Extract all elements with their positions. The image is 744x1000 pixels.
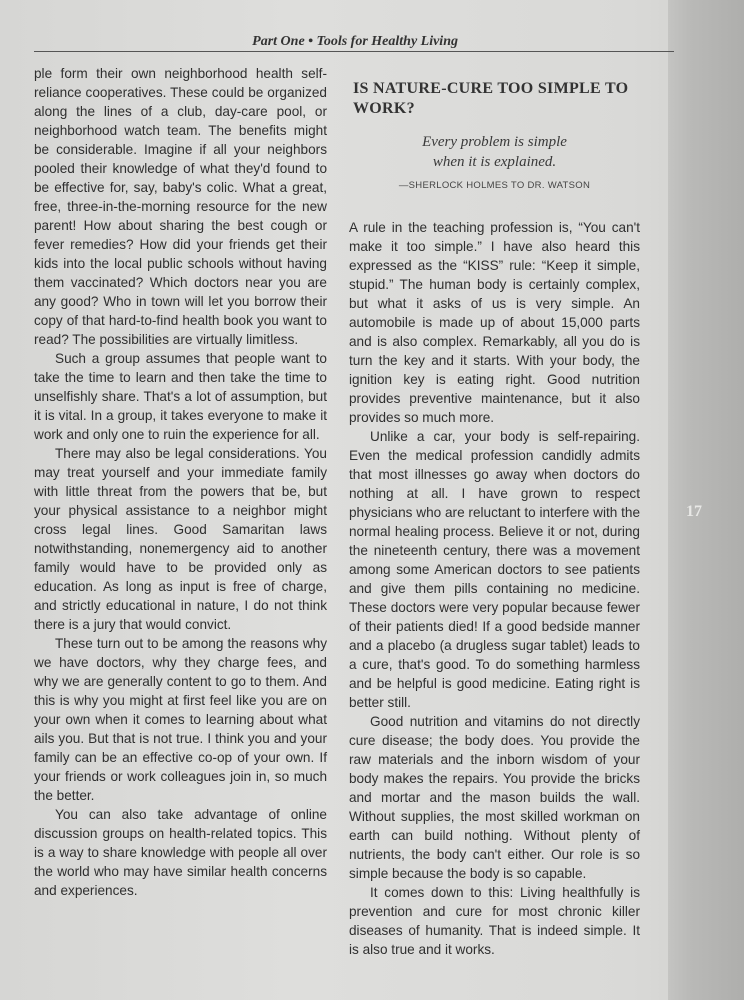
paragraph: You can also take advantage of online discussion groups on health-related topics. This is a way to share knowledge with people all over the world who may have similar health concerns and experiences. [34, 807, 327, 898]
paragraph: A rule in the teaching profession is, “You can't make it too simple.” I have also heard this expressed as the “KISS” rule: “Keep it simple, stupid.” The human body is certainly complex, but what it asks of us is very simple. An automobile is made up of about 15,000 parts and is also complex. Remarkably, all you do is turn the key and it starts. With your body, the ignition key is eating right. Good nutrition provides preventive maintenance, but it also provides so much more. [349, 220, 640, 425]
page-number: 17 [686, 503, 702, 520]
epigraph-line: when it is explained. [432, 154, 557, 170]
header-rule [34, 51, 674, 52]
paragraph: There may also be legal considerations. You may treat yourself and your immediate family with little threat from the powers that be, but your physical assistance to a neighbor might cross legal lines. Good Samaritan laws notwithstanding, nonemergency aid to another family would have to be provided only as education. As long as input is free of charge, and strictly educational in nature, I do not think there is a jury that would convict. [34, 446, 327, 632]
running-head-text: Part One • Tools for Healthy Living [252, 34, 458, 49]
epigraph-line: Every problem is simple [422, 134, 567, 150]
epigraph-attribution: —SHERLOCK HOLMES TO DR. WATSON [398, 180, 591, 191]
running-header [34, 34, 664, 54]
paragraph: It comes down to this: Living healthfully is prevention and cure for most chronic killer diseases of humanity. That is indeed simple. It is also true and it works. [349, 885, 640, 957]
paragraph: ple form their own neighborhood health self-reliance cooperatives. These could be organized along the lines of a club, day-care pool, or neighborhood watch team. The benefits might be considerable. Imagine if all your neighbors pooled their knowledge of what they'd found to be effective for, say, baby's colic. What a great, free, three-in-the-morning resource for the new parent! How about sharing the best cough or fever remedies? How did your friends get their kids into the local public schools without having them vaccinated? Which doctors near you are any good? Who in town will let you borrow their copy of that hard-to-find health book you want to read? The possibilities are virtually limitless. [34, 66, 327, 347]
paragraph: Such a group assumes that people want to take the time to learn and then take the time to unselfishly share. That's a lot of assumption, but it is vital. In a group, it takes everyone to make it work and only one to ruin the experience for all. [34, 351, 327, 442]
section-title: IS NATURE-CURE TOO SIMPLE TO WORK? [353, 80, 629, 117]
right-column [349, 218, 640, 959]
paragraph: Good nutrition and vitamins do not directly cure disease; the body does. You provide the raw materials and the inborn wisdom of your body makes the repairs. You provide the bricks and mortar and the mason builds the wall. Without supplies, the most skilled workman on earth can build nothing. Without plenty of nutrients, the body can't either. Our role is so simple because the body is so capable. [349, 714, 640, 881]
epigraph [352, 132, 637, 172]
left-column [34, 64, 327, 900]
paragraph: Unlike a car, your body is self-repairing. Even the medical profession candidly admits that most illnesses go away when doctors do nothing at all. I have grown to respect physicians who are reluctant to interfere with the normal healing process. Believe it or not, during the nineteenth century, there was a movement among some American doctors to see patients and give them pills containing no medicine. These doctors were very popular because fewer of their patients died! If a good bedside manner and a placebo (a drugless sugar tablet) leads to a cure, that's good. To do something harmless and be helpful is good medicine. Eating right is better still. [349, 429, 640, 710]
page-edge-strip [668, 0, 744, 1000]
paragraph: These turn out to be among the reasons why we have doctors, why they charge fees, and why we are generally content to go to them. And this is why you might at first feel like you are on your own when it comes to learning about what ails you. But that is not true. I think you and your family can be an effective co-op of your own. If your friends or work colleagues join in, so much the better. [34, 636, 327, 803]
